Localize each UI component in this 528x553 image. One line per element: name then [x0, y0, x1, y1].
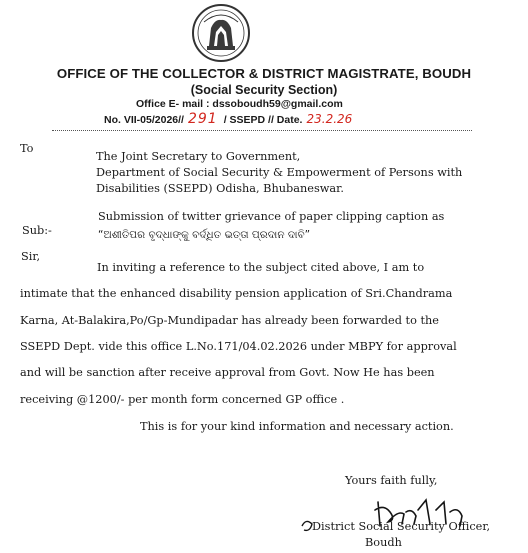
- body-line: This is for your kind information and necessary action.: [140, 420, 454, 433]
- subject-odia-caption: “ଅଶୀତିପର ବୃଦ୍ଧାଙ୍କୁ ବର୍ଦ୍ଧିତ ଭତ୍ତା ପ୍ରଦାନ ଦାବି”: [98, 229, 311, 241]
- subject-text: Submission of twitter grievance of paper clipping caption as: [98, 210, 445, 223]
- section-name: (Social Security Section): [190, 83, 338, 97]
- closing: Yours faith fully,: [345, 474, 438, 487]
- odisha-emblem-icon: [190, 2, 252, 64]
- body-line: In inviting a reference to the subject cited above, I am to: [97, 261, 425, 274]
- recipient-line: Disabilities (SSEPD) Odisha, Bhubaneswar.: [96, 182, 344, 195]
- recipient-line: Department of Social Security & Empowerment of Persons with: [96, 166, 463, 179]
- officer-designation: District Social Security Officer,: [312, 520, 491, 533]
- letter-number-suffix: / SSEPD // Date.: [223, 114, 303, 126]
- letter-number-handwritten: 291: [187, 111, 218, 127]
- office-email: Office E- mail : dssoboudh59@gmail.com: [136, 98, 343, 110]
- salutation: Sir,: [21, 250, 41, 263]
- to-label: To: [20, 142, 34, 155]
- letter-number-prefix: No. VII-05/2026//: [104, 114, 184, 126]
- body-line: and will be sanction after receive approval from Govt. Now He has been: [20, 366, 435, 379]
- header-divider: [52, 124, 472, 131]
- letter-date-handwritten: 23.2.26: [306, 112, 353, 126]
- body-line: SSEPD Dept. vide this office L.No.171/04.02.2026 under MBPY for approval: [20, 340, 457, 353]
- office-title: OFFICE OF THE COLLECTOR & DISTRICT MAGISTRATE, BOUDH: [56, 66, 472, 81]
- body-line: receiving @1200/- per month form concerned GP office .: [20, 393, 345, 406]
- body-line: intimate that the enhanced disability pension application of Sri.Chandrama: [20, 287, 453, 300]
- subject-label: Sub:-: [22, 224, 52, 237]
- officer-place: Boudh: [365, 536, 402, 549]
- recipient-line: The Joint Secretary to Government,: [96, 150, 301, 163]
- body-line: Karna, At-Balakira,Po/Gp-Mundipadar has already been forwarded to the: [20, 314, 439, 327]
